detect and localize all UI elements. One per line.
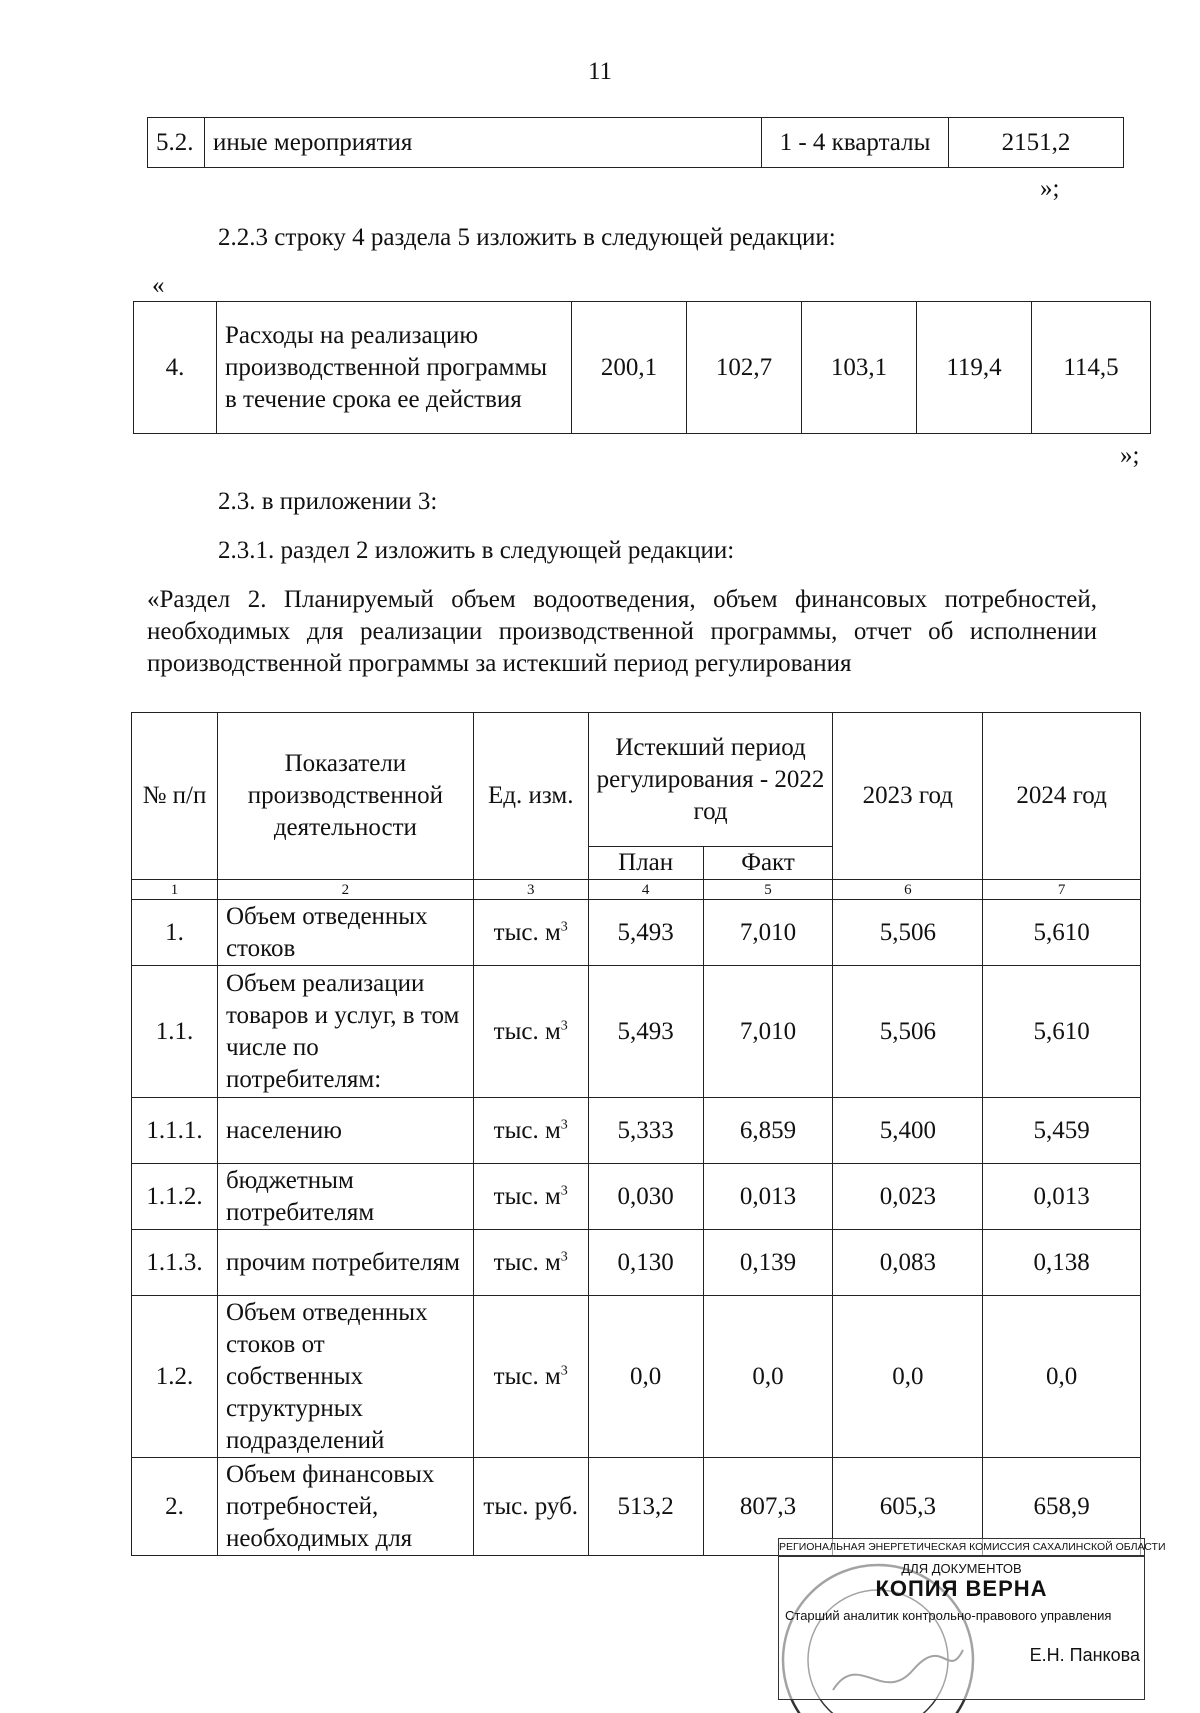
row-plan: 0,130: [588, 1230, 703, 1296]
row-unit: [473, 900, 588, 966]
unit-text: тыс. м: [493, 1182, 561, 1210]
unit-superscript: 3: [560, 1183, 568, 1199]
row-fact: 0,0: [703, 1296, 833, 1458]
top-row-period: 1 - 4 кварталы: [762, 118, 949, 168]
row4-value-3: 103,1: [802, 302, 917, 434]
row4-value-4: 119,4: [917, 302, 1032, 434]
row-plan: 0,030: [588, 1164, 703, 1230]
unit-text: тыс. м: [493, 918, 561, 946]
row-num: 2.: [132, 1458, 218, 1556]
stamp-signer: Е.Н. Панкова: [1029, 1645, 1140, 1665]
certification-stamp: [778, 1530, 1200, 1713]
row-name: населению: [217, 1098, 473, 1164]
row-2023: 5,400: [833, 1098, 983, 1164]
row-num: 1.1.3.: [132, 1230, 218, 1296]
section-heading: «Раздел 2. Планируемый объем водоотведения, объем финансовых потребностей, необходимых для реализации производственной программы, отчет об исполнении производственной программы за истекший период регулирования: [147, 586, 1097, 677]
header-period: Истекший период регулирования - 2022 год: [588, 713, 833, 847]
row-name: бюджетным потребителям: [217, 1164, 473, 1230]
top-table: [147, 117, 1124, 168]
row-fact: 7,010: [703, 966, 833, 1098]
row4-name: Расходы на реализацию производственной программы в течение срока ее действия: [217, 302, 572, 434]
header-plan: План: [588, 847, 703, 880]
row-unit: [473, 1098, 588, 1164]
row4-num: 4.: [134, 302, 217, 434]
row4-value-2: 102,7: [687, 302, 802, 434]
row-unit: [473, 966, 588, 1098]
col-number-7: 7: [983, 880, 1141, 900]
row-unit: [473, 1164, 588, 1230]
unit-text: тыс. м: [493, 1362, 561, 1390]
page-number: 11: [587, 58, 613, 85]
row-plan: 5,493: [588, 900, 703, 966]
table-row: [132, 1164, 1141, 1230]
top-row-num: 5.2.: [148, 118, 205, 168]
row-2024: 5,459: [983, 1098, 1141, 1164]
row-2024: 0,138: [983, 1230, 1141, 1296]
row-name: Объем реализации товаров и услуг, в том числе по потребителям:: [217, 966, 473, 1098]
row-name: Объем отведенных стоков от собственных структурных подразделений: [217, 1296, 473, 1458]
unit-text: тыс. руб.: [483, 1492, 579, 1520]
table-row: [132, 966, 1141, 1098]
closing-quote-2: »;: [1120, 442, 1140, 469]
opening-quote: «: [152, 272, 165, 299]
col-number-3: 3: [473, 880, 588, 900]
col-number-5: 5: [703, 880, 833, 900]
row-name: Объем финансовых потребностей, необходимых для: [217, 1458, 473, 1556]
header-2024: 2024 год: [983, 713, 1141, 880]
row-unit: [473, 1458, 588, 1556]
header-unit: Ед. изм.: [473, 713, 588, 880]
row-2024: 0,0: [983, 1296, 1141, 1458]
table-row: [132, 900, 1141, 966]
row-name: прочим потребителям: [217, 1230, 473, 1296]
paragraph-2-3: 2.3. в приложении 3:: [218, 488, 438, 515]
row-fact: 0,013: [703, 1164, 833, 1230]
row-unit: [473, 1230, 588, 1296]
closing-quote-1: »;: [1040, 175, 1060, 202]
row-plan: 513,2: [588, 1458, 703, 1556]
row-plan: 5,493: [588, 966, 703, 1098]
table-row: [132, 1296, 1141, 1458]
col-number-4: 4: [588, 880, 703, 900]
row-2023: 605,3: [833, 1458, 983, 1556]
col-number-2: 2: [217, 880, 473, 900]
row4-table: [133, 301, 1151, 434]
header-num: № п/п: [132, 713, 218, 880]
row-2024: 0,013: [983, 1164, 1141, 1230]
header-2023: 2023 год: [833, 713, 983, 880]
stamp-position: Старший аналитик контрольно-правового управления: [785, 1608, 1112, 1623]
header-indicator: Показатели производственной деятельности: [217, 713, 473, 880]
stamp-copy-true: КОПИЯ ВЕРНА: [875, 1576, 1048, 1601]
paragraph-2-3-1: 2.3.1. раздел 2 изложить в следующей редакции:: [218, 537, 735, 564]
unit-superscript: 3: [560, 1018, 568, 1034]
row-fact: 6,859: [703, 1098, 833, 1164]
row-2024: 658,9: [983, 1458, 1141, 1556]
unit-text: тыс. м: [493, 1017, 561, 1045]
stamp-box: [778, 1538, 1166, 1700]
row-2024: 5,610: [983, 900, 1141, 966]
row-2023: 5,506: [833, 900, 983, 966]
paragraph-2-2-3: 2.2.3 строку 4 раздела 5 изложить в следующей редакции:: [218, 224, 836, 251]
row4-value-5: 114,5: [1032, 302, 1151, 434]
row4-value-1: 200,1: [572, 302, 687, 434]
row-2024: 5,610: [983, 966, 1141, 1098]
col-number-6: 6: [833, 880, 983, 900]
col-number-1: 1: [132, 880, 218, 900]
unit-superscript: 3: [560, 1249, 568, 1265]
table-row: [132, 1098, 1141, 1164]
row-num: 1.1.: [132, 966, 218, 1098]
unit-text: тыс. м: [493, 1116, 561, 1144]
row-fact: 807,3: [703, 1458, 833, 1556]
unit-superscript: 3: [560, 1363, 568, 1379]
stamp-organization: РЕГИОНАЛЬНАЯ ЭНЕРГЕТИЧЕСКАЯ КОМИССИЯ САХАЛИНСКОЙ ОБЛАСТИ: [779, 1539, 1144, 1557]
unit-superscript: 3: [560, 919, 568, 935]
row-num: 1.2.: [132, 1296, 218, 1458]
row-num: 1.: [132, 900, 218, 966]
top-row-value: 2151,2: [949, 118, 1124, 168]
row-num: 1.1.1.: [132, 1098, 218, 1164]
row-unit: [473, 1296, 588, 1458]
header-fact: Факт: [703, 847, 833, 880]
unit-text: тыс. м: [493, 1248, 561, 1276]
row-num: 1.1.2.: [132, 1164, 218, 1230]
row-plan: 0,0: [588, 1296, 703, 1458]
row-name: Объем отведенных стоков: [217, 900, 473, 966]
top-row-name: иные мероприятия: [205, 118, 762, 168]
row-fact: 0,139: [703, 1230, 833, 1296]
row-2023: 0,083: [833, 1230, 983, 1296]
row-2023: 0,0: [833, 1296, 983, 1458]
row-2023: 5,506: [833, 966, 983, 1098]
main-table: [131, 712, 1141, 1556]
row-2023: 0,023: [833, 1164, 983, 1230]
row-plan: 5,333: [588, 1098, 703, 1164]
table-row: [132, 1230, 1141, 1296]
stamp-for-documents: ДЛЯ ДОКУМЕНТОВ: [901, 1561, 1022, 1576]
unit-superscript: 3: [560, 1117, 568, 1133]
row-fact: 7,010: [703, 900, 833, 966]
